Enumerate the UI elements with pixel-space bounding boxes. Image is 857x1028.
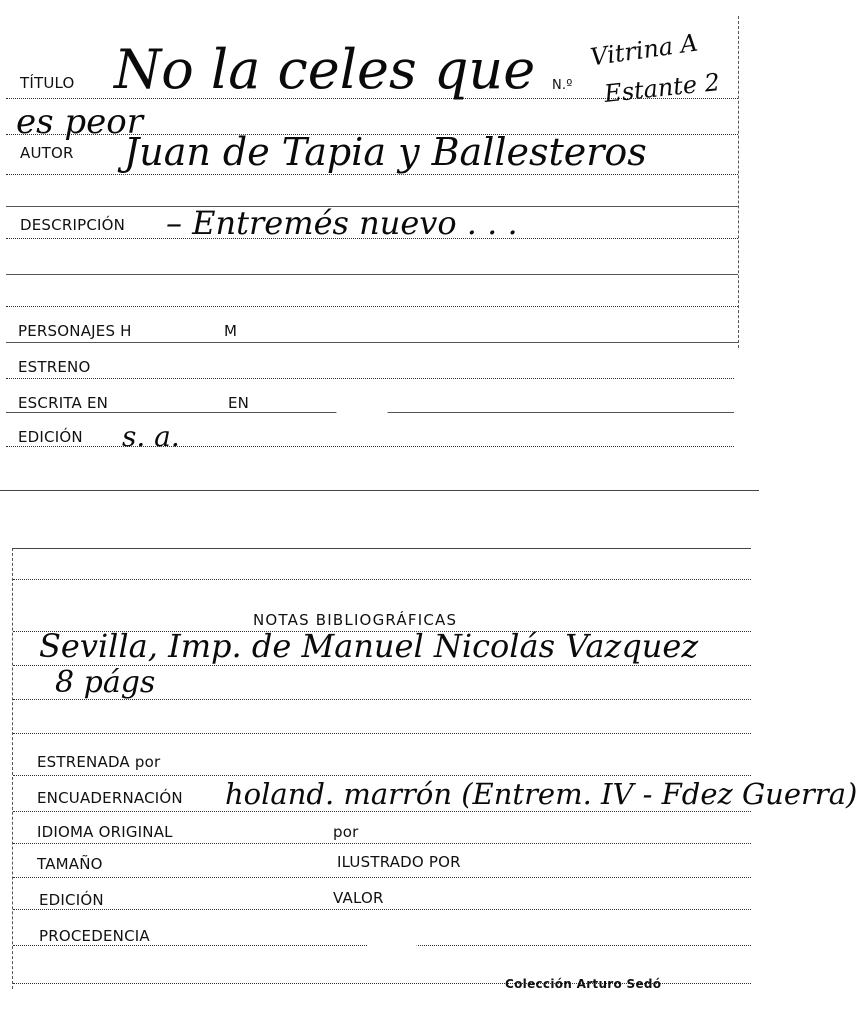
catalog-card-top-lower [6, 322, 734, 458]
personajes-m-label: M [224, 322, 238, 340]
titulo-label: TÍTULO [20, 74, 75, 92]
titulo-value-line1: No la celes que [114, 38, 536, 101]
idioma-original-label: IDIOMA ORIGINAL [37, 823, 173, 841]
personajes-h-label: PERSONAJES H [18, 322, 132, 340]
ruled-line [13, 843, 751, 844]
notas-value-line2: 8 págs [55, 665, 156, 700]
por-label: por [333, 823, 359, 841]
ruled-line [13, 699, 751, 700]
edicion-value: s. a. [122, 420, 180, 453]
autor-value: Juan de Tapia y Ballesteros [124, 130, 647, 174]
notas-value-line1: Sevilla, Imp. de Manuel Nicolás Vazquez [39, 627, 699, 665]
autor-label: AUTOR [20, 144, 74, 162]
escrita-en-label: ESCRITA EN [18, 394, 109, 412]
ruled-line [13, 909, 751, 910]
ruled-line [13, 775, 751, 776]
ruled-line [13, 877, 751, 878]
descripcion-label: DESCRIPCIÓN [20, 216, 126, 234]
titulo-value-line2: es peor [16, 102, 143, 142]
ruled-line [13, 811, 751, 812]
descripcion-value: – Entremés nuevo . . . [166, 204, 518, 242]
en-label: EN [228, 394, 250, 412]
ruled-line [6, 274, 738, 275]
encuadernacion-label: ENCUADERNACIÓN [37, 789, 183, 807]
ilustrado-por-label: ILUSTRADO POR [337, 853, 461, 871]
smudge [367, 921, 417, 979]
ruled-line [6, 446, 734, 447]
notas-label: NOTAS BIBLIOGRÁFICAS [253, 611, 458, 629]
encuadernacion-value: holand. marrón (Entrem. IV - Fdez Guerra) [225, 777, 857, 811]
catalog-card-bottom [12, 548, 857, 991]
edicion-label-bottom: EDICIÓN [39, 891, 104, 909]
ruled-line [13, 579, 751, 580]
ruled-line [13, 733, 751, 734]
procedencia-label: PROCEDENCIA [39, 927, 150, 945]
ruled-line [6, 306, 738, 307]
collection-footer: Colección Arturo Sedó [505, 977, 662, 991]
edicion-label: EDICIÓN [18, 428, 83, 446]
ruled-line [6, 342, 738, 343]
numero-label: N.º [552, 78, 573, 93]
estreno-label: ESTRENO [18, 358, 91, 376]
ruled-line [6, 378, 734, 379]
smudge [336, 392, 388, 442]
tamano-label: TAMAÑO [37, 855, 103, 873]
ruled-line [6, 174, 738, 175]
numero-value-line2: Estante 2 [602, 68, 722, 108]
numero-value-line1: Vitrina A [588, 28, 700, 72]
catalog-card-top [6, 16, 739, 348]
estrenada-por-label: ESTRENADA por [37, 753, 161, 771]
card-cut-line [0, 490, 759, 491]
valor-label: VALOR [333, 889, 384, 907]
